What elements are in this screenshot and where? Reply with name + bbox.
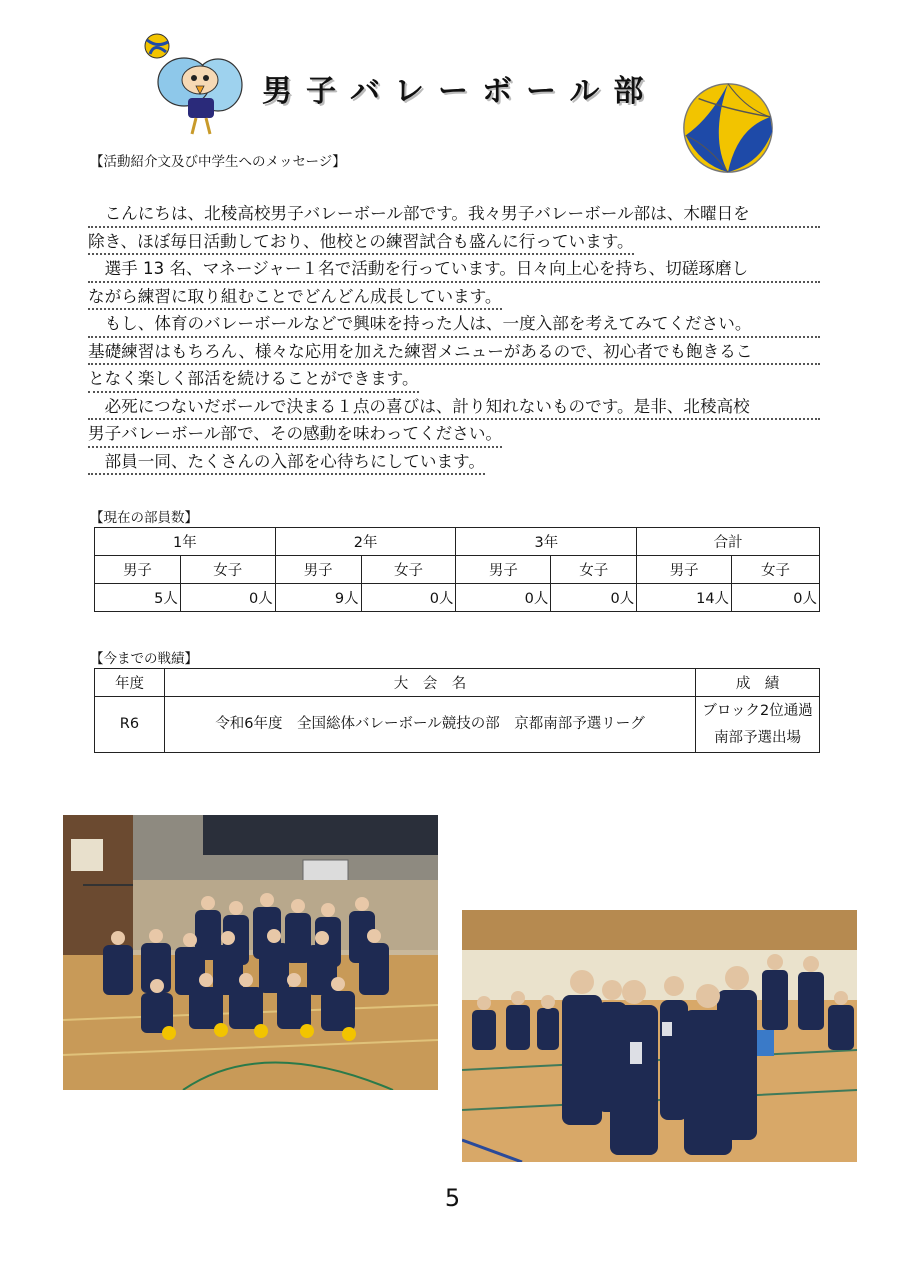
record-event: 令和6年度 全国総体バレーボール競技の部 京都南部予選リーグ [164, 697, 695, 753]
result-line: 南部予選出場 [714, 729, 802, 746]
member-count: 0人 [361, 584, 456, 612]
member-count: 0人 [456, 584, 551, 612]
event-header: 大 会 名 [164, 669, 695, 697]
team-group-photo [63, 815, 438, 1090]
message-body [88, 200, 820, 475]
message-line: 除き、ほぼ毎日活動しており、他校との練習試合も盛んに行っています。 [88, 228, 634, 256]
record-year: R6 [95, 697, 165, 753]
mascot-illustration [140, 30, 250, 140]
grade-header: 2年 [275, 528, 456, 556]
member-count: 0人 [180, 584, 275, 612]
message-line: 部員一同、たくさんの入部を心待ちにしています。 [88, 448, 485, 476]
gender-header: 男子 [275, 556, 361, 584]
team-huddle-photo [462, 910, 857, 1162]
message-line: となく楽しく部活を続けることができます。 [88, 365, 419, 393]
record-heading: 【今までの戦績】 [90, 651, 198, 667]
member-count: 0人 [732, 584, 820, 612]
result-header: 成 績 [696, 669, 820, 697]
grade-header: 1年 [95, 528, 276, 556]
message-line: 選手 13 名、マネージャー１名で活動を行っています。日々向上心を持ち、切磋琢磨し [88, 255, 820, 283]
message-line: 男子バレーボール部で、その感動を味わってください。 [88, 420, 502, 448]
members-table [94, 527, 820, 612]
year-header: 年度 [95, 669, 165, 697]
message-line: もし、体育のバレーボールなどで興味を持った人は、一度入部を考えてみてください。 [88, 310, 820, 338]
members-heading: 【現在の部員数】 [90, 510, 198, 526]
grade-header: 合計 [637, 528, 820, 556]
gender-header: 男子 [637, 556, 732, 584]
gender-header: 男子 [95, 556, 181, 584]
gender-header: 女子 [732, 556, 820, 584]
message-line: 基礎練習はもちろん、様々な応用を加えた練習メニューがあるので、初心者でも飽きるこ [88, 338, 820, 366]
grade-header: 3年 [456, 528, 637, 556]
member-count: 14人 [637, 584, 732, 612]
message-line: こんにちは、北稜高校男子バレーボール部です。我々男子バレーボール部は、木曜日を [88, 200, 820, 228]
volleyball-icon [682, 82, 774, 174]
record-result [696, 697, 820, 753]
message-line: ながら練習に取り組むことでどんどん成長しています。 [88, 283, 502, 311]
member-count: 9人 [275, 584, 361, 612]
result-line: ブロック2位通過 [702, 702, 813, 719]
message-heading: 【活動紹介文及び中学生へのメッセージ】 [90, 154, 346, 170]
gender-header: 女子 [180, 556, 275, 584]
gender-header: 男子 [456, 556, 551, 584]
page-title: 男子バレーボール部 [262, 74, 658, 109]
message-line: 必死につないだボールで決まる１点の喜びは、計り知れないものです。是非、北稜高校 [88, 393, 820, 421]
member-count: 0人 [551, 584, 637, 612]
record-table [94, 668, 820, 753]
member-count: 5人 [95, 584, 181, 612]
gender-header: 女子 [551, 556, 637, 584]
gender-header: 女子 [361, 556, 456, 584]
page-number: 5 [444, 1184, 461, 1212]
